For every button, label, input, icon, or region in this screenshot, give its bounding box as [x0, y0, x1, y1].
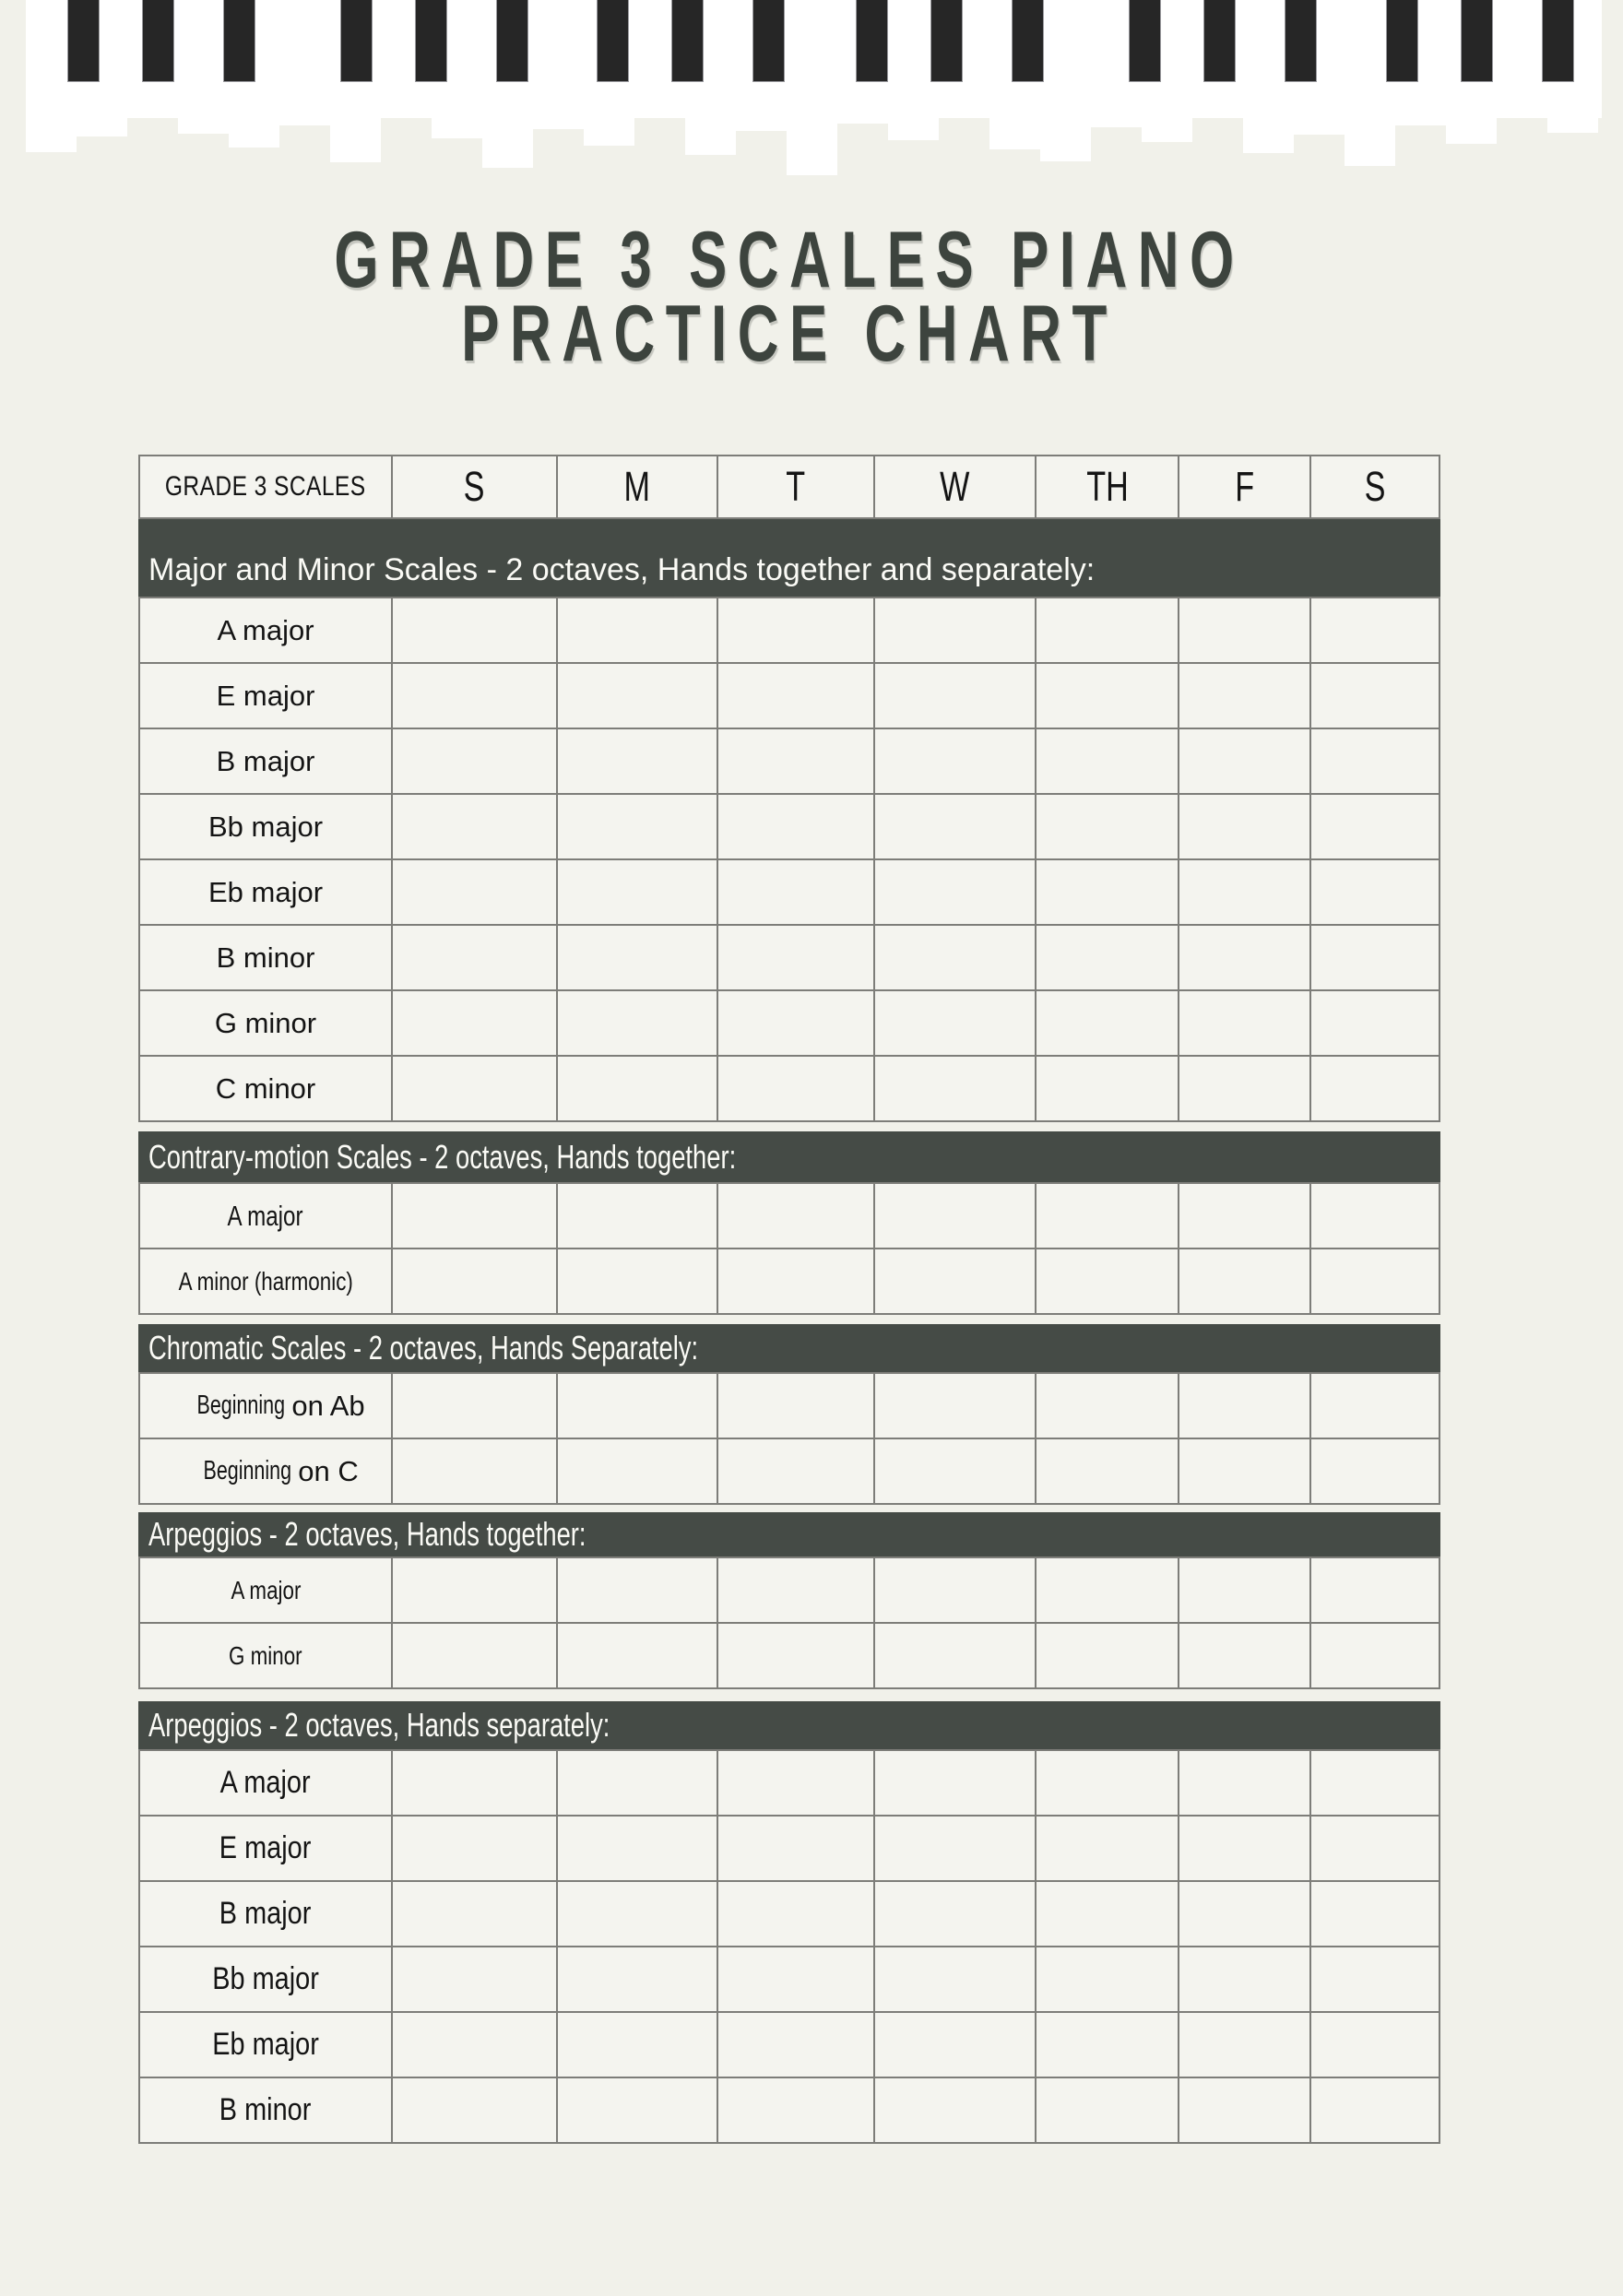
- practice-cell[interactable]: [1179, 2078, 1309, 2142]
- piano-black-key: [1012, 0, 1044, 82]
- practice-cell[interactable]: [875, 598, 1035, 662]
- row-label-cell: [140, 1374, 391, 1438]
- practice-cell[interactable]: [1037, 1249, 1178, 1313]
- piano-white-key: [330, 118, 381, 162]
- piano-white-key: [533, 118, 584, 129]
- practice-cell[interactable]: [1311, 664, 1439, 728]
- piano-white-key: [1091, 118, 1142, 127]
- practice-cell[interactable]: [1179, 1624, 1309, 1687]
- row-label: B major: [219, 1896, 312, 1931]
- piano-keyboard: [26, 0, 1602, 180]
- practice-cell[interactable]: [1311, 2013, 1439, 2077]
- practice-cell[interactable]: [393, 1184, 556, 1248]
- practice-cell[interactable]: [1179, 1947, 1309, 2011]
- piano-white-key: [26, 118, 77, 152]
- practice-cell[interactable]: [393, 1751, 556, 1815]
- practice-cell[interactable]: [1311, 1558, 1439, 1622]
- practice-cell[interactable]: [718, 795, 873, 858]
- practice-cell[interactable]: [875, 1817, 1035, 1880]
- practice-cell[interactable]: [558, 598, 717, 662]
- row-label-cell: [140, 1751, 391, 1815]
- practice-cell[interactable]: [875, 991, 1035, 1055]
- practice-cell[interactable]: [875, 1882, 1035, 1946]
- section-heading-bar: [138, 1701, 1440, 1749]
- piano-black-key: [1386, 0, 1418, 82]
- page-title-line2: PRACTICE CHART: [461, 290, 1118, 378]
- practice-cell[interactable]: [1179, 2013, 1309, 2077]
- section-heading: Chromatic Scales - 2 octaves, Hands Separately:: [148, 1329, 699, 1367]
- table-header-row: [138, 455, 1440, 519]
- corner-label-cell: [140, 456, 391, 517]
- practice-cell[interactable]: [718, 2013, 873, 2077]
- row-label: E major: [216, 679, 315, 712]
- practice-cell[interactable]: [558, 1184, 717, 1248]
- piano-black-key: [142, 0, 174, 82]
- practice-cell[interactable]: [558, 1817, 717, 1880]
- practice-cell[interactable]: [558, 1249, 717, 1313]
- practice-cell[interactable]: [1179, 1057, 1309, 1120]
- row-label: Eb major: [212, 2027, 319, 2062]
- practice-cell[interactable]: [1179, 598, 1309, 662]
- practice-cell[interactable]: [1037, 1817, 1178, 1880]
- practice-cell[interactable]: [1037, 2013, 1178, 2077]
- piano-white-key: [1243, 118, 1294, 153]
- row-label: A major: [231, 1575, 301, 1604]
- practice-cell[interactable]: [558, 1624, 717, 1687]
- piano-white-key: [1142, 118, 1192, 142]
- row-label: B minor: [219, 2092, 312, 2127]
- practice-cell[interactable]: [718, 1624, 873, 1687]
- practice-cell[interactable]: [1037, 1947, 1178, 2011]
- row-label-cell: [140, 1624, 391, 1687]
- practice-cell[interactable]: [558, 991, 717, 1055]
- practice-cell[interactable]: [1179, 926, 1309, 989]
- row-label-cell: [140, 1439, 391, 1503]
- practice-cell[interactable]: [393, 2078, 556, 2142]
- practice-cell[interactable]: [1037, 1184, 1178, 1248]
- day-header-label: S: [1364, 463, 1386, 510]
- piano-white-key: [584, 118, 634, 146]
- section-heading-bar: [138, 1131, 1440, 1182]
- practice-cell[interactable]: [1311, 795, 1439, 858]
- practice-cell[interactable]: [393, 1374, 556, 1438]
- piano-black-key: [671, 0, 704, 82]
- practice-cell[interactable]: [1179, 1374, 1309, 1438]
- practice-cell[interactable]: [875, 1624, 1035, 1687]
- practice-cell[interactable]: [718, 729, 873, 793]
- practice-cell[interactable]: [718, 991, 873, 1055]
- day-header-label: T: [786, 463, 806, 510]
- practice-cell[interactable]: [393, 991, 556, 1055]
- piano-white-key: [1395, 118, 1446, 125]
- row-label-part: on C: [298, 1454, 359, 1487]
- practice-cell[interactable]: [1179, 991, 1309, 1055]
- corner-label: GRADE 3 SCALES: [165, 471, 366, 502]
- day-header-label: M: [623, 463, 651, 510]
- section-heading: Arpeggios - 2 octaves, Hands separately:: [148, 1706, 610, 1744]
- section-heading-bar: [138, 1512, 1440, 1556]
- row-label-part: Beginning: [203, 1456, 292, 1485]
- piano-black-key: [1461, 0, 1493, 82]
- practice-cell[interactable]: [718, 664, 873, 728]
- row-label: A major: [220, 1765, 311, 1800]
- piano-white-key: [77, 118, 127, 136]
- practice-cell[interactable]: [393, 1558, 556, 1622]
- practice-cell[interactable]: [1311, 1249, 1439, 1313]
- practice-cell[interactable]: [875, 795, 1035, 858]
- practice-cell[interactable]: [1037, 598, 1178, 662]
- practice-cell[interactable]: [1311, 926, 1439, 989]
- practice-cell[interactable]: [1311, 1947, 1439, 2011]
- row-label-cell: [140, 1817, 391, 1880]
- practice-cell[interactable]: [393, 1947, 556, 2011]
- practice-cell[interactable]: [558, 1558, 717, 1622]
- practice-cell[interactable]: [558, 1439, 717, 1503]
- practice-cell[interactable]: [1179, 795, 1309, 858]
- practice-cell[interactable]: [718, 1249, 873, 1313]
- row-label-part: Beginning: [196, 1391, 286, 1420]
- row-label-cell: [140, 991, 391, 1055]
- practice-cell[interactable]: [1179, 1439, 1309, 1503]
- practice-cell[interactable]: [1037, 729, 1178, 793]
- row-label: Eb major: [207, 875, 324, 908]
- practice-cell[interactable]: [393, 1249, 556, 1313]
- row-label-cell: [140, 664, 391, 728]
- practice-cell[interactable]: [875, 1374, 1035, 1438]
- piano-black-key: [856, 0, 888, 82]
- practice-cell[interactable]: [1037, 1882, 1178, 1946]
- practice-cell[interactable]: [718, 1817, 873, 1880]
- piano-white-key: [989, 118, 1040, 149]
- practice-cell[interactable]: [718, 1947, 873, 2011]
- piano-white-key: [1446, 118, 1497, 144]
- practice-cell[interactable]: [1311, 1374, 1439, 1438]
- practice-cell[interactable]: [558, 860, 717, 924]
- row-label-cell: [140, 1947, 391, 2011]
- practice-cell[interactable]: [1037, 1624, 1178, 1687]
- practice-cell[interactable]: [718, 2078, 873, 2142]
- practice-cell[interactable]: [875, 1947, 1035, 2011]
- row-label-cell: [140, 1882, 391, 1946]
- practice-cell[interactable]: [1037, 1439, 1178, 1503]
- practice-cell[interactable]: [1037, 664, 1178, 728]
- row-label: B minor: [216, 941, 315, 974]
- practice-cell[interactable]: [718, 860, 873, 924]
- row-label-cell: [140, 795, 391, 858]
- practice-cell[interactable]: [1037, 1057, 1178, 1120]
- row-label-cell: [140, 1249, 391, 1313]
- piano-white-key: [837, 118, 888, 124]
- practice-cell[interactable]: [1311, 729, 1439, 793]
- row-label-cell: [140, 598, 391, 662]
- practice-cell[interactable]: [393, 860, 556, 924]
- practice-cell[interactable]: [718, 1882, 873, 1946]
- row-label: Bb major: [212, 1961, 319, 1996]
- practice-cell[interactable]: [393, 1817, 556, 1880]
- practice-cell[interactable]: [718, 598, 873, 662]
- practice-cell[interactable]: [1311, 860, 1439, 924]
- row-label-cell: [140, 1184, 391, 1248]
- section-rows: [138, 597, 1440, 1122]
- practice-cell[interactable]: [875, 664, 1035, 728]
- practice-cell[interactable]: [875, 1751, 1035, 1815]
- section-heading: Contrary-motion Scales - 2 octaves, Hands together:: [148, 1137, 737, 1176]
- row-label-cell: [140, 729, 391, 793]
- practice-cell[interactable]: [1179, 664, 1309, 728]
- practice-cell[interactable]: [875, 1439, 1035, 1503]
- section-heading-bar: [138, 1324, 1440, 1372]
- practice-cell[interactable]: [558, 729, 717, 793]
- section-heading-bar: [138, 519, 1440, 597]
- piano-black-key: [223, 0, 255, 82]
- piano-white-key: [1040, 118, 1091, 161]
- practice-cell[interactable]: [1037, 1751, 1178, 1815]
- page-title: [0, 216, 1579, 378]
- practice-cell[interactable]: [558, 664, 717, 728]
- page-title-line1: GRADE 3 SCALES PIANO: [334, 216, 1245, 304]
- row-label: G minor: [229, 1640, 302, 1670]
- practice-cell[interactable]: [1179, 1558, 1309, 1622]
- practice-cell[interactable]: [875, 1558, 1035, 1622]
- practice-chart: [138, 455, 1440, 2144]
- piano-black-key: [1542, 0, 1574, 82]
- row-label-cell: [140, 860, 391, 924]
- practice-cell[interactable]: [558, 2013, 717, 2077]
- practice-cell[interactable]: [875, 926, 1035, 989]
- practice-cell[interactable]: [558, 2078, 717, 2142]
- practice-cell[interactable]: [875, 1184, 1035, 1248]
- piano-white-key: [888, 118, 939, 140]
- piano-black-key: [1285, 0, 1317, 82]
- practice-cell[interactable]: [718, 1374, 873, 1438]
- practice-cell[interactable]: [1037, 860, 1178, 924]
- practice-cell[interactable]: [1311, 1184, 1439, 1248]
- practice-cell[interactable]: [1311, 991, 1439, 1055]
- row-label: A minor (harmonic): [178, 1266, 353, 1296]
- section-heading: Arpeggios - 2 octaves, Hands together:: [148, 1515, 586, 1553]
- piano-black-key: [752, 0, 785, 82]
- row-label: E major: [219, 1830, 312, 1865]
- section-rows: [138, 1182, 1440, 1315]
- practice-cell[interactable]: [1037, 1558, 1178, 1622]
- row-label: A major: [227, 1199, 303, 1232]
- practice-cell[interactable]: [875, 860, 1035, 924]
- practice-cell[interactable]: [558, 1057, 717, 1120]
- day-header-cell: [558, 456, 717, 517]
- practice-cell[interactable]: [1037, 926, 1178, 989]
- practice-cell[interactable]: [393, 598, 556, 662]
- practice-cell[interactable]: [875, 729, 1035, 793]
- piano-black-key: [415, 0, 447, 82]
- practice-cell[interactable]: [393, 664, 556, 728]
- piano-white-key: [229, 118, 279, 148]
- practice-cell[interactable]: [1179, 1184, 1309, 1248]
- practice-cell[interactable]: [558, 1751, 717, 1815]
- practice-cell[interactable]: [393, 729, 556, 793]
- practice-cell[interactable]: [1179, 729, 1309, 793]
- row-label: Bb major: [207, 810, 324, 843]
- row-label-cell: [140, 1558, 391, 1622]
- practice-cell[interactable]: [1311, 1882, 1439, 1946]
- piano-white-key: [685, 118, 736, 155]
- practice-cell[interactable]: [558, 1947, 717, 2011]
- practice-cell[interactable]: [1179, 1249, 1309, 1313]
- section-heading: Major and Minor Scales - 2 octaves, Hands together and separately:: [148, 552, 1096, 587]
- practice-cell[interactable]: [558, 926, 717, 989]
- day-header-label: W: [940, 463, 970, 510]
- practice-cell[interactable]: [393, 1624, 556, 1687]
- practice-cell[interactable]: [393, 1882, 556, 1946]
- day-header-label: TH: [1085, 463, 1129, 510]
- practice-cell[interactable]: [393, 2013, 556, 2077]
- practice-cell[interactable]: [393, 1057, 556, 1120]
- section-rows: [138, 1372, 1440, 1505]
- row-label-cell: [140, 2013, 391, 2077]
- practice-cell[interactable]: [718, 1057, 873, 1120]
- practice-cell[interactable]: [1311, 1057, 1439, 1120]
- practice-cell[interactable]: [1311, 598, 1439, 662]
- row-label: C minor: [215, 1071, 316, 1105]
- row-label: G minor: [214, 1006, 317, 1039]
- practice-cell[interactable]: [1179, 860, 1309, 924]
- practice-cell[interactable]: [718, 1439, 873, 1503]
- piano-black-key: [67, 0, 100, 82]
- day-header-label: F: [1235, 463, 1254, 510]
- piano-white-key: [1547, 118, 1598, 133]
- piano-white-key: [736, 118, 787, 131]
- day-header-cell: [1037, 456, 1178, 517]
- practice-cell[interactable]: [558, 1374, 717, 1438]
- practice-cell[interactable]: [1179, 1882, 1309, 1946]
- practice-cell[interactable]: [718, 1751, 873, 1815]
- practice-cell[interactable]: [1311, 1817, 1439, 1880]
- practice-cell[interactable]: [718, 926, 873, 989]
- piano-white-key: [279, 118, 330, 125]
- practice-cell[interactable]: [1311, 2078, 1439, 2142]
- practice-cell[interactable]: [558, 1882, 717, 1946]
- piano-white-key: [482, 118, 533, 168]
- day-header-cell: [875, 456, 1035, 517]
- practice-cell[interactable]: [1037, 2078, 1178, 2142]
- piano-white-key: [1345, 118, 1395, 166]
- practice-cell[interactable]: [875, 1057, 1035, 1120]
- practice-cell[interactable]: [875, 2013, 1035, 2077]
- piano-white-key: [1294, 118, 1345, 135]
- practice-cell[interactable]: [1311, 1624, 1439, 1687]
- practice-cell[interactable]: [393, 926, 556, 989]
- row-label-cell: [140, 926, 391, 989]
- day-header-cell: [1179, 456, 1309, 517]
- piano-black-key: [597, 0, 629, 82]
- practice-cell[interactable]: [875, 2078, 1035, 2142]
- piano-black-key: [340, 0, 373, 82]
- row-label-part: on Ab: [291, 1389, 365, 1422]
- practice-cell[interactable]: [1179, 1751, 1309, 1815]
- practice-cell[interactable]: [1311, 1751, 1439, 1815]
- day-header-cell: [718, 456, 873, 517]
- row-label: B major: [216, 744, 315, 777]
- piano-black-key: [1203, 0, 1236, 82]
- piano-white-band: [26, 0, 1602, 118]
- row-label-cell: [140, 1057, 391, 1120]
- practice-cell[interactable]: [718, 1184, 873, 1248]
- piano-black-key: [930, 0, 963, 82]
- section-rows: [138, 1556, 1440, 1689]
- piano-white-key: [787, 118, 837, 175]
- piano-white-key: [432, 118, 482, 138]
- practice-cell[interactable]: [1179, 1817, 1309, 1880]
- day-header-cell: [1311, 456, 1439, 517]
- practice-cell[interactable]: [1037, 795, 1178, 858]
- row-label: A major: [217, 613, 314, 646]
- practice-cell[interactable]: [718, 1558, 873, 1622]
- day-header-cell: [393, 456, 556, 517]
- practice-cell[interactable]: [1311, 1439, 1439, 1503]
- practice-cell[interactable]: [1037, 991, 1178, 1055]
- day-header-label: S: [464, 463, 485, 510]
- piano-black-key: [1129, 0, 1161, 82]
- section-rows: [138, 1749, 1440, 2144]
- practice-cell[interactable]: [393, 1439, 556, 1503]
- row-label-cell: [140, 2078, 391, 2142]
- practice-cell[interactable]: [875, 1249, 1035, 1313]
- practice-cell[interactable]: [558, 795, 717, 858]
- piano-black-key: [496, 0, 528, 82]
- practice-cell[interactable]: [393, 795, 556, 858]
- practice-cell[interactable]: [1037, 1374, 1178, 1438]
- piano-white-key: [178, 118, 229, 134]
